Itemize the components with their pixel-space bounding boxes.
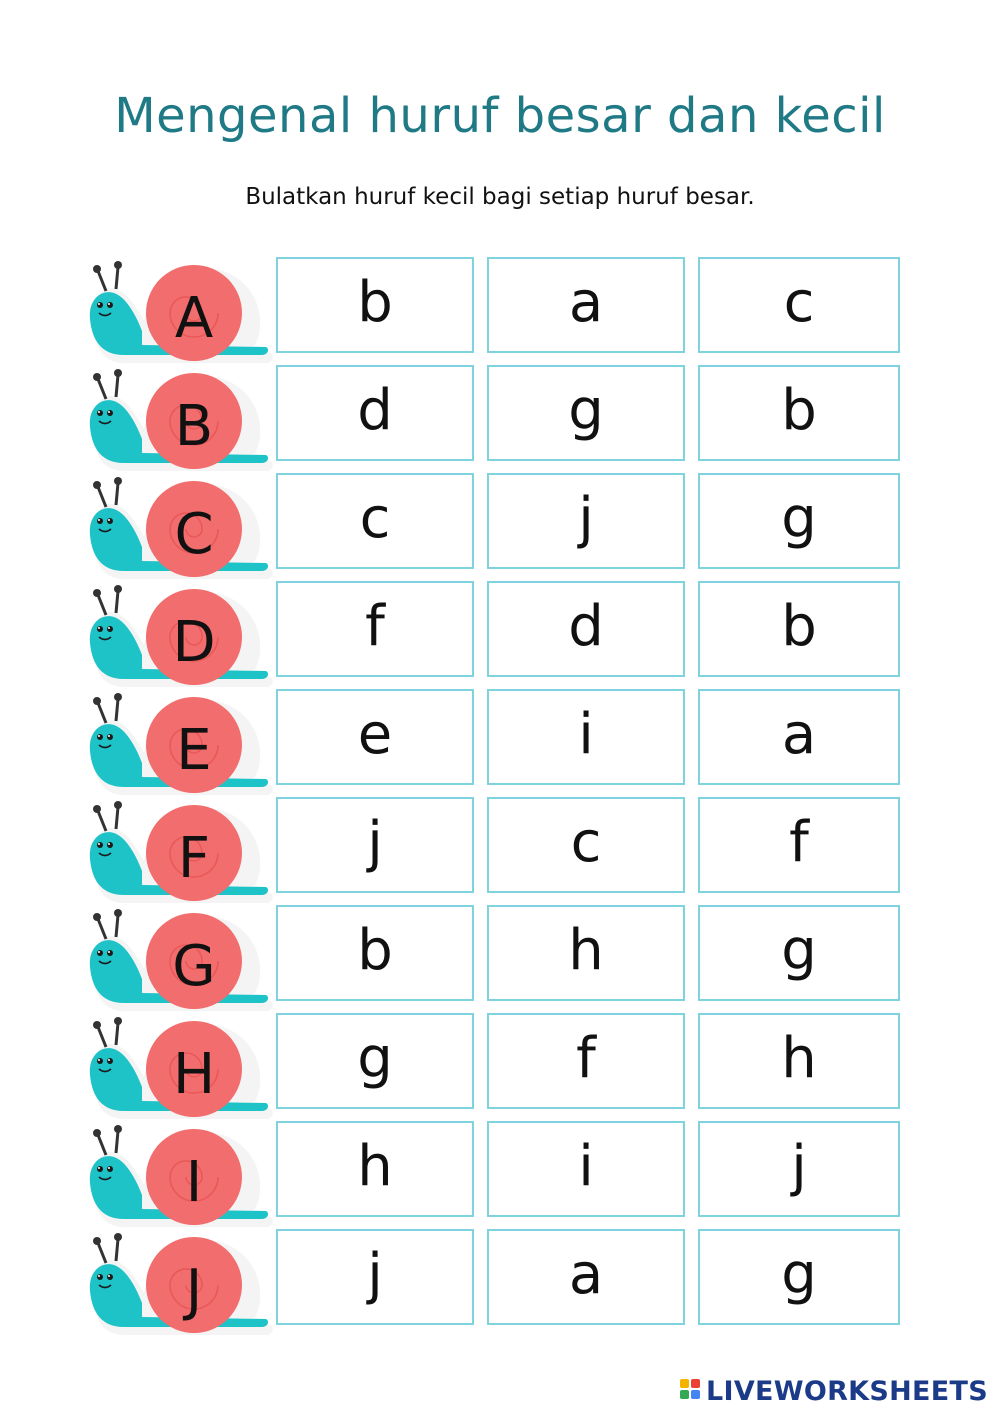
uppercase-letter: J bbox=[185, 1258, 203, 1323]
uppercase-letter: D bbox=[172, 610, 216, 675]
lowercase-option[interactable]: f bbox=[276, 581, 474, 677]
liveworksheets-logo bbox=[680, 1374, 988, 1408]
instruction-text: Bulatkan huruf kecil bagi setiap huruf besar. bbox=[245, 184, 755, 210]
exercise-row bbox=[0, 687, 1000, 795]
snail-illustration bbox=[84, 903, 274, 1011]
lowercase-option[interactable]: d bbox=[487, 581, 685, 677]
snail-illustration bbox=[84, 363, 274, 471]
snail-illustration bbox=[84, 687, 274, 795]
lowercase-option[interactable]: f bbox=[487, 1013, 685, 1109]
lowercase-option[interactable]: b bbox=[698, 365, 900, 461]
lowercase-option[interactable]: b bbox=[276, 905, 474, 1001]
uppercase-letter: A bbox=[174, 286, 214, 351]
exercise-rows bbox=[0, 255, 1000, 1335]
lowercase-option[interactable]: g bbox=[698, 473, 900, 569]
lowercase-option[interactable]: g bbox=[487, 365, 685, 461]
uppercase-letter: F bbox=[177, 826, 211, 891]
lowercase-option[interactable]: g bbox=[698, 1229, 900, 1325]
exercise-row bbox=[0, 255, 1000, 363]
uppercase-letter: C bbox=[174, 502, 214, 567]
snail-illustration bbox=[84, 255, 274, 363]
uppercase-letter: I bbox=[185, 1150, 203, 1215]
lowercase-option[interactable]: a bbox=[487, 257, 685, 353]
exercise-row bbox=[0, 1227, 1000, 1335]
lowercase-option[interactable]: c bbox=[487, 797, 685, 893]
exercise-row bbox=[0, 471, 1000, 579]
lowercase-option[interactable]: b bbox=[276, 257, 474, 353]
lowercase-option[interactable]: g bbox=[698, 905, 900, 1001]
lowercase-option[interactable]: j bbox=[487, 473, 685, 569]
lowercase-option[interactable]: b bbox=[698, 581, 900, 677]
lowercase-option[interactable]: h bbox=[276, 1121, 474, 1217]
uppercase-letter: E bbox=[176, 718, 212, 783]
snail-illustration bbox=[84, 1011, 274, 1119]
exercise-row bbox=[0, 903, 1000, 1011]
lowercase-option[interactable]: h bbox=[698, 1013, 900, 1109]
lowercase-option[interactable]: a bbox=[487, 1229, 685, 1325]
exercise-row bbox=[0, 579, 1000, 687]
lowercase-option[interactable]: i bbox=[487, 689, 685, 785]
lowercase-option[interactable]: c bbox=[276, 473, 474, 569]
exercise-row bbox=[0, 1119, 1000, 1227]
snail-illustration bbox=[84, 471, 274, 579]
lowercase-option[interactable]: j bbox=[276, 797, 474, 893]
lowercase-option[interactable]: i bbox=[487, 1121, 685, 1217]
uppercase-letter: G bbox=[172, 934, 216, 999]
page-title: Mengenal huruf besar dan kecil bbox=[114, 88, 886, 144]
lowercase-option[interactable]: h bbox=[487, 905, 685, 1001]
lowercase-option[interactable]: j bbox=[698, 1121, 900, 1217]
snail-illustration bbox=[84, 1227, 274, 1335]
exercise-row bbox=[0, 363, 1000, 471]
lowercase-option[interactable]: d bbox=[276, 365, 474, 461]
liveworksheets-icon bbox=[680, 1379, 702, 1403]
lowercase-option[interactable]: c bbox=[698, 257, 900, 353]
uppercase-letter: B bbox=[174, 394, 214, 459]
exercise-row bbox=[0, 1011, 1000, 1119]
exercise-row bbox=[0, 795, 1000, 903]
lowercase-option[interactable]: a bbox=[698, 689, 900, 785]
snail-illustration bbox=[84, 1119, 274, 1227]
uppercase-letter: H bbox=[172, 1042, 216, 1107]
snail-illustration bbox=[84, 795, 274, 903]
lowercase-option[interactable]: j bbox=[276, 1229, 474, 1325]
lowercase-option[interactable]: f bbox=[698, 797, 900, 893]
lowercase-option[interactable]: e bbox=[276, 689, 474, 785]
brand-text: LIVEWORKSHEETS bbox=[705, 1375, 988, 1407]
snail-illustration bbox=[84, 579, 274, 687]
lowercase-option[interactable]: g bbox=[276, 1013, 474, 1109]
